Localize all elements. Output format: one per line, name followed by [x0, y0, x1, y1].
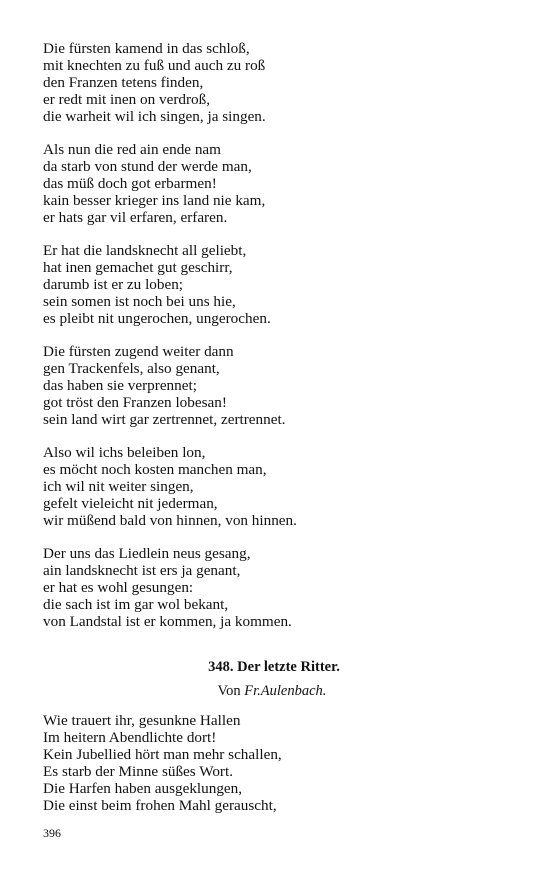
verse-line: den Franzen tetens finden, [43, 73, 204, 91]
byline-prefix: Von [217, 683, 245, 699]
verse-line: es pleibt nit ungerochen, ungerochen. [43, 309, 271, 327]
byline-author: Fr.Aulenbach. [244, 683, 327, 699]
verse-line: sein somen ist noch bei uns hie, [43, 292, 236, 310]
verse-line: mit knechten zu fuß und auch zu roß [43, 56, 266, 74]
verse-line: die warheit wil ich singen, ja singen. [43, 107, 266, 125]
stanza-6 [43, 546, 513, 631]
verse-line: es möcht noch kosten manchen man, [43, 460, 267, 478]
verse-line: wir müßend bald von hinnen, von hinnen. [43, 511, 297, 529]
verse-line: da starb von stund der werde man, [43, 157, 252, 175]
page-number: 396 [43, 826, 61, 840]
verse-line: Wie trauert ihr, gesunkne Hallen [43, 712, 241, 729]
stanza-1 [43, 41, 513, 126]
verse-line: Als nun die red ain ende nam [43, 141, 221, 158]
poem-byline [22, 683, 522, 700]
verse-line: Im heitern Abendlichte dort! [43, 728, 217, 746]
verse-line: Der uns das Liedlein neus gesang, [43, 545, 251, 562]
verse-line: Die fürsten kamend in das schloß, [43, 40, 250, 57]
stanza-4 [43, 344, 513, 429]
verse-line: das müß doch got erbarmen! [43, 174, 217, 192]
verse-line: Die fürsten zugend weiter dann [43, 343, 234, 360]
verse-line: von Landstal ist er kommen, ja kommen. [43, 612, 292, 630]
verse-line: Er hat die landsknecht all geliebt, [43, 242, 247, 259]
verse-line: gefelt vieleicht nit jederman, [43, 494, 218, 512]
verse-line: Es starb der Minne süßes Wort. [43, 762, 233, 780]
verse-line: sein land wirt gar zertrennet, zertrennet. [43, 410, 286, 428]
verse-line: Die Harfen haben ausgeklungen, [43, 779, 243, 797]
verse-line: er redt mit inen on verdroß, [43, 90, 211, 108]
verse-line: er hats gar vil erfaren, erfaren. [43, 208, 228, 226]
new-poem-stanza [43, 713, 513, 814]
verse-line: Also wil ichs beleiben lon, [43, 444, 206, 461]
stanza-2 [43, 142, 513, 227]
verse-line: Kein Jubellied hört man mehr schallen, [43, 745, 282, 763]
verse-line: gen Trackenfels, also genant, [43, 359, 220, 377]
verse-line: kain besser krieger ins land nie kam, [43, 191, 266, 209]
verse-line: das haben sie verprennet; [43, 376, 197, 394]
verse-line: got tröst den Franzen lobesan! [43, 393, 227, 411]
stanza-5 [43, 445, 513, 530]
verse-line: darumb ist er zu loben; [43, 275, 184, 293]
verse-line: er hat es wohl gesungen: [43, 578, 194, 596]
stanza-3 [43, 243, 513, 328]
verse-line: ain landsknecht ist ers ja genant, [43, 561, 241, 579]
verse-line: hat inen gemachet gut geschirr, [43, 258, 233, 276]
poem-heading: 348. Der letzte Ritter. [208, 659, 340, 675]
verse-line: ich wil nit weiter singen, [43, 477, 194, 495]
verse-line: die sach ist im gar wol bekant, [43, 595, 229, 613]
verse-line: Die einst beim frohen Mahl gerauscht, [43, 796, 277, 814]
